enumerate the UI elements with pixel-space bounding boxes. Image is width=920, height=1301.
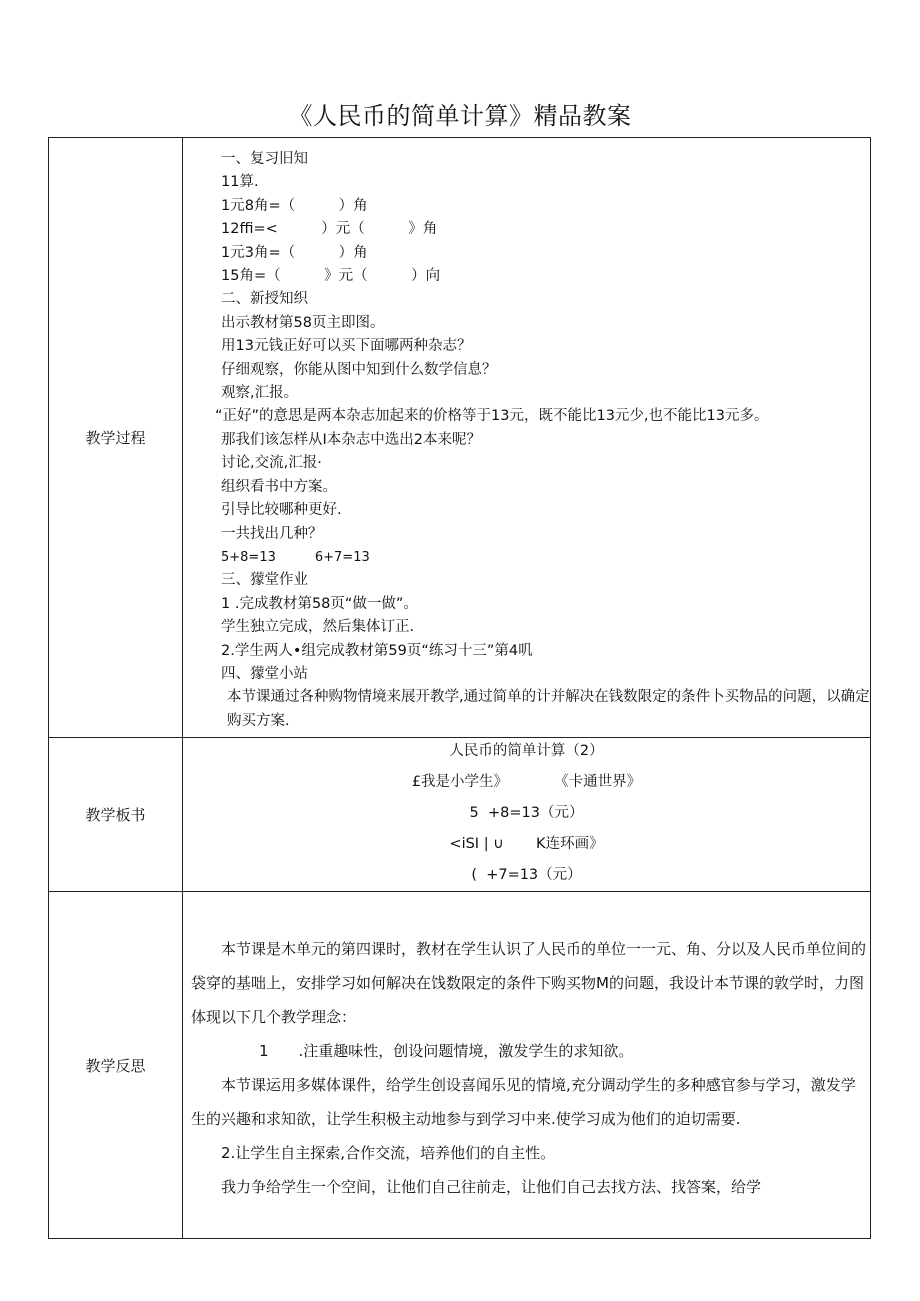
process-label: 教学过程	[49, 138, 183, 738]
board-line: ( +7=13（元）	[471, 867, 582, 884]
board-line: <iSI | ∪ K连环画》	[449, 836, 604, 853]
process-lines	[215, 148, 870, 686]
process-line: 出示教材第58页主即图。	[221, 314, 385, 331]
board-line: £我是小学生》 《卡通世界》	[411, 774, 642, 791]
board-line: 5 +8=13（元）	[469, 805, 584, 822]
process-summary: 本节课通过各种购物情境来展开教学,通过简单的计并解决在钱数限定的条件卜买物品的问题，以确定购买方案.	[227, 689, 870, 729]
document-title: 《人民币的简单计算》精品教案	[288, 102, 632, 130]
board-content	[183, 738, 871, 892]
process-row	[49, 138, 871, 738]
board-row	[49, 738, 871, 892]
lesson-plan-table	[48, 137, 871, 1239]
process-line: 用13元钱正好可以买下面哪两种杂志？	[221, 338, 472, 355]
reflection-row	[49, 892, 871, 1239]
process-line: “正好”的意思是两本杂志加起来的价格等于13元，既不能比13元少,也不能比13元多。	[215, 408, 769, 425]
process-line: 学生独立完成，然后集体订正.	[221, 619, 415, 636]
process-line: 组织看书中方案。	[221, 478, 337, 495]
reflection-paragraph: 本节课是木单元的第四课时，教材在学生认识了人民币的单位一一元、角、分以及人民币单位间的袋穿的基咄上，安排学习如何解决在饯数限定的条件下购买物M的问题，我设计本节课的敦学时，力图体现以下几个教学理念：	[191, 940, 867, 1027]
board-label: 教学板书	[49, 738, 183, 892]
process-line: 四、獴堂小站	[221, 665, 308, 682]
process-line: 一共找出几种？	[221, 525, 323, 542]
process-line: 一、复习旧知	[221, 151, 308, 167]
process-line: 二、新授知织	[221, 291, 308, 308]
reflection-paragraph: 我力争给学生一个空间，让他们自己往前走，让他们自己去找方法、找答案，给学	[221, 1178, 762, 1197]
process-line: 三、獴堂作业	[221, 572, 308, 589]
reflection-paragraph: 2.让学生自主探索,合作交流，培养他们的自主性。	[221, 1144, 556, 1163]
process-line: 仔细观察，你能从图中知到什么数学信息？	[221, 361, 497, 378]
process-line: 1元8角=（ ）角	[221, 197, 368, 214]
process-line: 1 .完成教材第58页“做一做”。	[221, 595, 418, 612]
process-line: 2.学生两人•组完成教材第59页“练习十三”第4叽	[221, 642, 533, 659]
process-line: 引导比较哪种更好.	[221, 502, 342, 519]
reflection-label: 教学反思	[49, 892, 183, 1239]
process-line: 观察,汇报。	[221, 385, 299, 402]
reflection-content	[183, 892, 871, 1239]
process-line: 11算.	[221, 174, 259, 191]
process-line: 5+8=13 6+7=13	[221, 549, 370, 565]
process-content	[183, 138, 871, 738]
reflection-paragraph: 本节课运用多媒体课件，给学生创设喜闻乐见的情境,充分调动学生的多种感官参与学习，激发学生的兴趣和求知欲，让学生积极主动地参与到学习中来.使学习成为他们的迫切需要.	[191, 1076, 856, 1129]
process-line: 那我们该怎样从I本杂志中选出2本来呢？	[221, 431, 482, 448]
board-line: 人民币的简单计算（2）	[449, 743, 604, 760]
process-line: 讨论,交流,汇报·	[221, 455, 322, 472]
process-line: 15角=（ 》元（ ）向	[221, 268, 441, 285]
process-line: 1元3角=（ ）角	[221, 244, 368, 261]
process-line: 12ffi=< ）元（ 》角	[221, 221, 438, 238]
reflection-item: 1 .注重趣味性，创设问题情境，激发学生的求知欲。	[259, 1042, 634, 1061]
